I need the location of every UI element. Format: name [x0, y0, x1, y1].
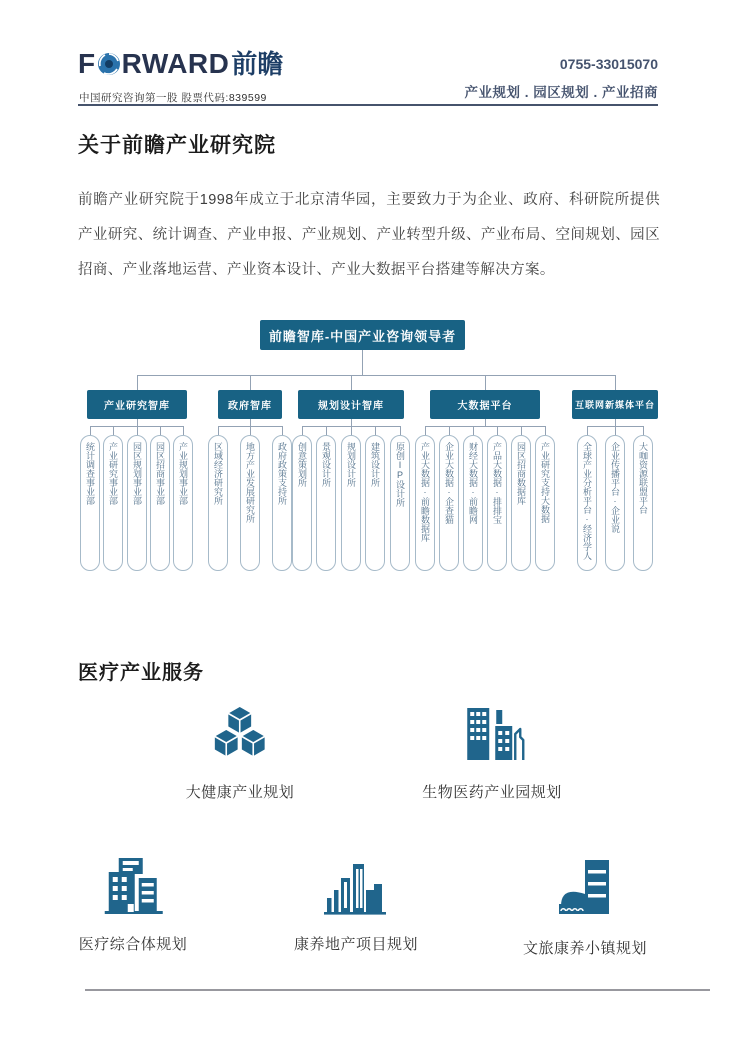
org-leaf: 全球产业分析平台·经济学人 — [577, 435, 597, 571]
connector-line — [282, 426, 283, 435]
connector-line — [615, 426, 616, 435]
connector-line — [137, 419, 138, 426]
connector-line — [473, 426, 474, 435]
connector-line — [643, 426, 644, 435]
service-item-wellness-realestate — [294, 852, 418, 954]
connector-line — [250, 375, 251, 390]
org-leaf: 企业传播平台·企业说 — [605, 435, 625, 571]
connector-line — [137, 375, 615, 376]
logo-tagline: 中国研究咨询第一股 股票代码:839599 — [79, 92, 267, 104]
city-skyline-icon — [320, 852, 392, 924]
org-leaf: 大咖资源联盟平台 — [633, 435, 653, 571]
connector-line — [615, 375, 616, 390]
logo-text-f: F — [78, 48, 96, 79]
org-leaf: 企业大数据·企查猫 — [439, 435, 459, 571]
org-leaf: 景观设计所 — [316, 435, 336, 571]
org-leaf: 政府政策支持所 — [272, 435, 292, 571]
org-branch-government: 政府智库 — [218, 390, 282, 419]
service-item-biomedical-park — [422, 698, 562, 802]
org-chart — [78, 318, 660, 574]
org-branch-big-data: 大数据平台 — [430, 390, 540, 419]
connector-line — [615, 419, 616, 426]
connector-line — [425, 426, 545, 427]
service-item-medical-complex — [79, 852, 188, 954]
org-leaf: 财经大数据·前瞻网 — [463, 435, 483, 571]
aperture-o-icon — [97, 52, 121, 76]
connector-line — [400, 426, 401, 435]
header-phone-number: 0755-33015070 — [559, 56, 658, 72]
connector-line — [113, 426, 114, 435]
bottom-divider — [85, 989, 710, 991]
connector-line — [449, 426, 450, 435]
about-paragraph: 前瞻产业研究院于1998年成立于北京清华园，主要致力于为企业、政府、科研院所提供产业研究、统计调查、产业申报、产业规划、产业转型升级、产业布局、空间规划、园区招商、产业落地运营、产业资本设计、产业大数据平台搭建等解决方案。 — [78, 192, 660, 278]
connector-line — [326, 426, 327, 435]
medical-section-title: 医疗产业服务 — [78, 662, 204, 684]
org-leaf: 产业研究事业部 — [103, 435, 123, 571]
org-leaf: 产业研究支持大数据 — [535, 435, 555, 571]
org-leaf: 统计调查事业部 — [80, 435, 100, 571]
org-branch-new-media: 互联网新媒体平台 — [572, 390, 658, 419]
connector-line — [250, 419, 251, 426]
org-leaf: 创意策划所 — [292, 435, 312, 571]
connector-line — [351, 375, 352, 390]
header-divider — [78, 104, 658, 106]
connector-line — [218, 426, 219, 435]
company-logo — [78, 50, 283, 78]
org-leaf: 地方产业发展研究所 — [240, 435, 260, 571]
connector-line — [160, 426, 161, 435]
connector-line — [375, 426, 376, 435]
service-item-health-industry — [186, 700, 295, 802]
connector-line — [485, 375, 486, 390]
connector-line — [545, 426, 546, 435]
connector-line — [351, 426, 352, 435]
connector-line — [183, 426, 184, 435]
service-label: 大健康产业规划 — [185, 784, 295, 801]
logo-text-rward: RWARD — [121, 48, 230, 79]
service-label: 康养地产项目规划 — [293, 936, 419, 953]
connector-line — [497, 426, 498, 435]
connector-line — [351, 419, 352, 426]
connector-line — [90, 426, 91, 435]
service-label: 医疗综合体规划 — [78, 936, 188, 953]
connector-line — [362, 350, 363, 375]
org-leaf: 产品大数据·排排宝 — [487, 435, 507, 571]
connector-line — [250, 426, 251, 435]
service-label: 生物医药产业园规划 — [422, 784, 562, 801]
org-leaf: 建筑设计所 — [365, 435, 385, 571]
connector-line — [425, 426, 426, 435]
org-branch-planning-design: 规划设计智库 — [298, 390, 404, 419]
hospital-complex-icon — [97, 852, 169, 924]
org-leaf: 原创IP设计所 — [390, 435, 410, 571]
org-leaf: 产业规划事业部 — [173, 435, 193, 571]
org-leaf: 园区招商事业部 — [150, 435, 170, 571]
header-services-line: 产业规划 . 园区规划 . 产业招商 — [464, 85, 658, 100]
org-leaf: 区域经济研究所 — [208, 435, 228, 571]
connector-line — [302, 426, 303, 435]
factory-buildings-icon — [455, 698, 529, 772]
connector-line — [587, 426, 588, 435]
connector-line — [137, 375, 138, 390]
service-item-cultural-tourism-town — [523, 852, 647, 958]
connector-line — [137, 426, 138, 435]
org-root-node: 前瞻智库-中国产业咨询领导者 — [260, 320, 465, 350]
about-section-title: 关于前瞻产业研究院 — [78, 134, 276, 157]
org-branch-industry-research: 产业研究智库 — [87, 390, 187, 419]
org-leaf: 产业大数据·前瞻数据库 — [415, 435, 435, 571]
org-leaf: 园区规划事业部 — [127, 435, 147, 571]
resort-tower-icon — [547, 852, 623, 928]
connector-line — [485, 419, 486, 426]
logo-text-cn: 前瞻 — [231, 49, 284, 79]
cubes-cluster-icon — [204, 700, 276, 772]
org-leaf: 园区招商数据库 — [511, 435, 531, 571]
service-label: 文旅康养小镇规划 — [522, 940, 648, 957]
connector-line — [521, 426, 522, 435]
org-leaf: 规划设计所 — [341, 435, 361, 571]
